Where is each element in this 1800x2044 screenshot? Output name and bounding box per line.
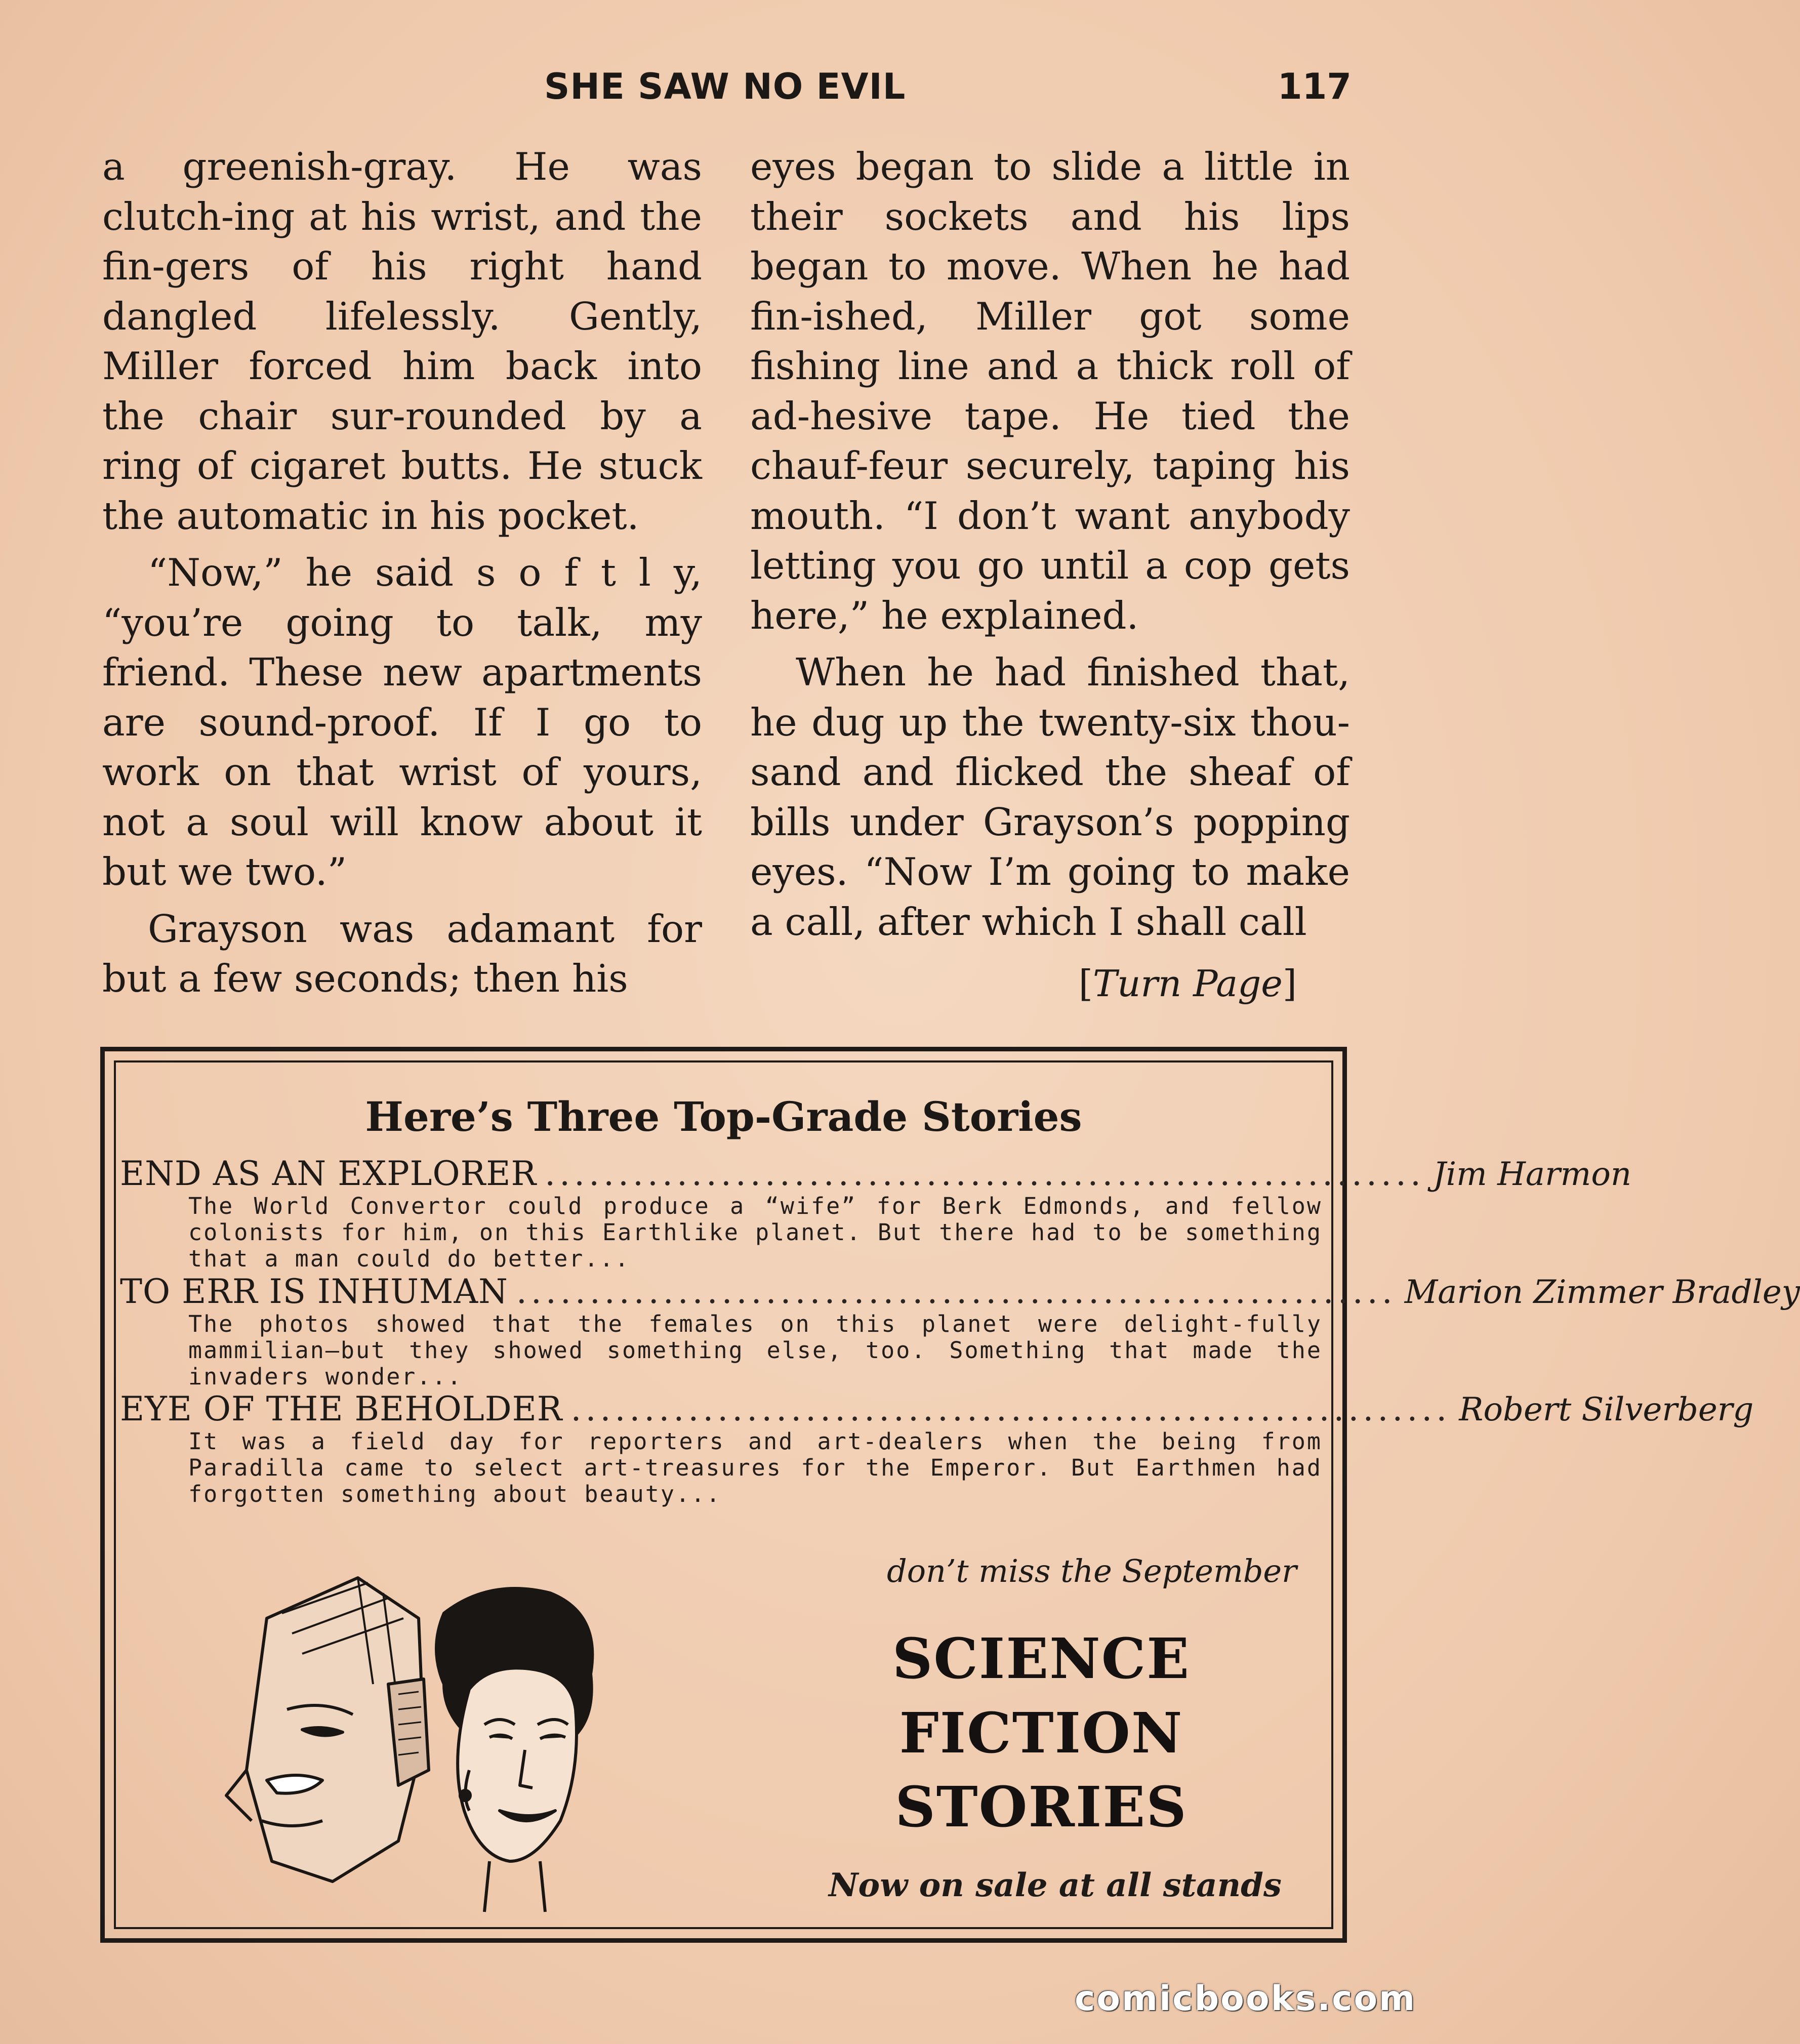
paragraph: eyes began to slide a little in their sockets and his lips began to move. When he had fin-ished, Miller got some fishing line and a thick roll of ad-hesive tape. He tied the chauf-feur securely, taping his mouth. “I don’t want anybody letting you go until a cop gets here,” he explained.	[750, 144, 1350, 638]
ad-title: Here’s Three Top-Grade Stories	[365, 1093, 1082, 1140]
paragraph: “Now,” he said s o f t l y, “you’re going to talk, my friend. These new apartments are sound-proof. If I go to work on that wrist of yours, not a soul will know about it but we two.”	[102, 550, 702, 894]
story-author: Jim Harmon	[1433, 1156, 1632, 1193]
turn-page-label: Turn Page	[1093, 962, 1283, 1005]
leader-dots: ............................................................	[570, 1389, 1451, 1428]
story-title: TO ERR IS INHUMAN	[120, 1272, 508, 1311]
turn-page-note: [Turn Page]	[1078, 962, 1297, 1005]
page-header	[0, 66, 1448, 116]
story-title: END AS AN EXPLORER	[120, 1154, 537, 1193]
robot-and-woman-illustration	[206, 1558, 662, 1922]
page-number: 117	[1277, 66, 1352, 107]
magazine-title-line: FICTION	[899, 1700, 1183, 1766]
paragraph: a greenish-gray. He was clutch-ing at his wrist, and the fin-gers of his right hand dangled lifelessly. Gently, Miller forced him back into the chair sur-rounded by a ring of cigaret butts. He stuck the automatic in his pocket.	[102, 144, 702, 538]
magazine-title-line: SCIENCE	[892, 1626, 1191, 1691]
story-blurb: The photos showed that the females on this planet were delight-fully mammilian—but they showed something else, too. Something that made the invaders wonder...	[188, 1311, 1322, 1390]
story-listing	[120, 1389, 1754, 1507]
advertisement-box	[100, 1047, 1800, 1943]
story-title: EYE OF THE BEHOLDER	[120, 1389, 563, 1428]
text-column-left	[102, 142, 702, 1004]
paragraph: Grayson was adamant for but a few seconds; then his	[102, 906, 702, 1001]
story-author: Marion Zimmer Bradley	[1404, 1274, 1800, 1311]
story-listing	[120, 1154, 1632, 1272]
running-head: SHE SAW NO EVIL	[544, 66, 906, 107]
site-watermark: comicbooks.com	[1074, 1979, 1416, 2019]
story-listing	[120, 1272, 1800, 1390]
on-sale-notice: Now on sale at all stands	[829, 1866, 1282, 1904]
magazine-title-line: STORIES	[895, 1774, 1188, 1839]
story-blurb: It was a field day for reporters and art-dealers when the being from Paradilla came to select art-treasures for the Emperor. But Earthmen had forgotten something about beauty...	[188, 1428, 1322, 1507]
leader-dots: ............................................................	[516, 1272, 1397, 1311]
ad-tagline: don’t miss the September	[887, 1552, 1297, 1589]
paragraph: When he had finished that, he dug up the twenty-six thou-sand and flicked the sheaf of bills under Grayson’s popping eyes. “Now I’m going to make a call, after which I shall call	[750, 650, 1350, 944]
leader-dots: ............................................................	[545, 1154, 1425, 1193]
story-blurb: The World Convertor could produce a “wife” for Berk Edmonds, and fellow colonists for him, on this Earthlike planet. But there had to be something that a man could do better...	[188, 1193, 1322, 1272]
story-author: Robert Silverberg	[1459, 1391, 1754, 1428]
text-column-right	[750, 142, 1350, 1009]
